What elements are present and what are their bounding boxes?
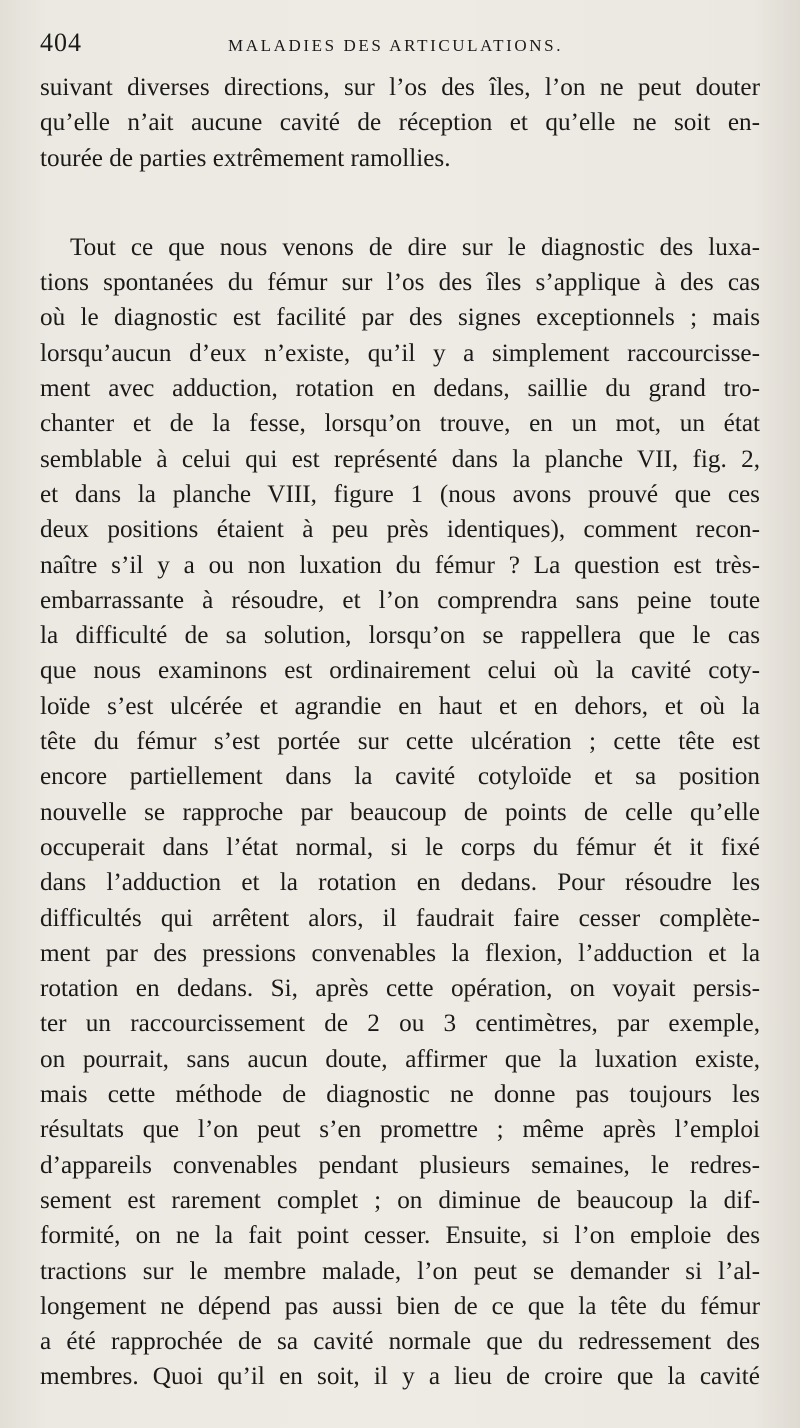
text-line: a été rapprochée de sa cavité normale que du redressement des xyxy=(40,1328,760,1356)
text-line: chanter et de la fesse, lorsqu’on trouve, en un mot, un état xyxy=(40,410,760,438)
text-line: tractions sur le membre malade, l’on peut se demander si l’al- xyxy=(40,1257,760,1285)
text-line: semblable à celui qui est représenté dans la planche VII, fig. 2, xyxy=(40,445,760,473)
text-line: occuperait dans l’état normal, si le corps du fémur ét it fixé xyxy=(40,833,760,861)
text-line: sement est rarement complet ; on diminue de beaucoup la dif- xyxy=(40,1186,760,1214)
text-line: résultats que l’on peut s’en promettre ; même après l’emploi xyxy=(40,1116,760,1144)
text-line: naître s’il y a ou non luxation du fémur ? La question est très- xyxy=(40,551,760,579)
body-text xyxy=(40,70,760,1395)
text-line: qu’elle n’ait aucune cavité de réception et qu’elle ne soit en- xyxy=(40,109,760,137)
text-line: que nous examinons est ordinairement celui où la cavité coty- xyxy=(40,657,760,685)
text-line: formité, on ne la fait point cesser. Ensuite, si l’on emploie des xyxy=(40,1222,760,1250)
text-line: difficultés qui arrêtent alors, il faudrait faire cesser complète- xyxy=(40,904,760,932)
text-line: nouvelle se rapproche par beaucoup de points de celle qu’elle xyxy=(40,798,760,826)
paragraph-spacer xyxy=(40,176,760,230)
paragraph xyxy=(40,70,760,176)
text-line: tête du fémur s’est portée sur cette ulcération ; cette tête est xyxy=(40,728,760,756)
page-header xyxy=(40,28,760,64)
text-line: ment par des pressions convenables la flexion, l’adduction et la xyxy=(40,939,760,967)
text-line: et dans la planche VIII, figure 1 (nous avons prouvé que ces xyxy=(40,480,760,508)
text-line: ter un raccourcissement de 2 ou 3 centimètres, par exemple, xyxy=(40,1010,760,1038)
text-line: suivant diverses directions, sur l’os des îles, l’on ne peut douter xyxy=(40,74,760,101)
text-line: deux positions étaient à peu près identiques), comment recon- xyxy=(40,516,760,544)
text-line: tourée de parties extrêmement ramollies. xyxy=(40,144,451,172)
text-line: membres. Quoi qu’il en soit, il y a lieu de croire que la cavité xyxy=(40,1363,760,1391)
text-line: dans l’adduction et la rotation en dedans. Pour résoudre les xyxy=(40,869,760,897)
text-line: la difficulté de sa solution, lorsqu’on se rappellera que le cas xyxy=(40,622,760,650)
text-line: rotation en dedans. Si, après cette opération, on voyait persis- xyxy=(40,975,760,1003)
text-line: lorsqu’aucun d’eux n’existe, qu’il y a simplement raccourcisse- xyxy=(40,339,760,367)
running-head: MALADIES DES ARTICULATIONS. xyxy=(228,36,564,55)
page-number: 404 xyxy=(40,28,82,57)
text-line: d’appareils convenables pendant plusieurs semaines, le redres- xyxy=(40,1151,760,1179)
text-line: mais cette méthode de diagnostic ne donne pas toujours les xyxy=(40,1081,760,1109)
text-line: encore partiellement dans la cavité cotyloïde et sa position xyxy=(40,763,760,791)
text-line: tions spontanées du fémur sur l’os des îles s’applique à des cas xyxy=(40,269,760,297)
text-line: loïde s’est ulcérée et agrandie en haut et en dehors, et où la xyxy=(40,692,760,720)
text-line: on pourrait, sans aucun doute, affirmer que la luxation existe, xyxy=(40,1045,760,1073)
text-line: où le diagnostic est facilité par des signes exceptionnels ; mais xyxy=(40,304,760,332)
text-line: embarrassante à résoudre, et l’on comprendra sans peine toute xyxy=(40,586,760,614)
paragraph xyxy=(40,230,760,1395)
text-line: longement ne dépend pas aussi bien de ce que la tête du fémur xyxy=(40,1292,760,1320)
text-line: ment avec adduction, rotation en dedans, saillie du grand tro- xyxy=(40,375,760,403)
text-line: Tout ce que nous venons de dire sur le diagnostic des luxa- xyxy=(70,233,760,261)
